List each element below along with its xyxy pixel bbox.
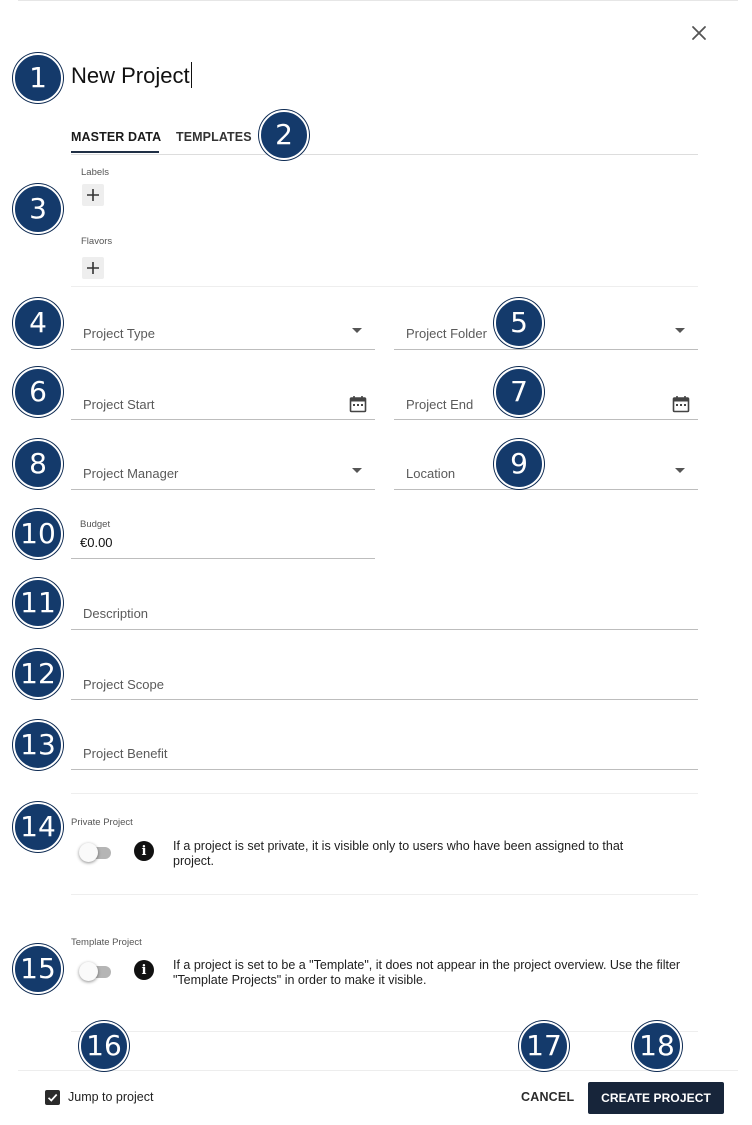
plus-icon — [86, 261, 100, 275]
template-project-toggle[interactable] — [79, 961, 113, 981]
project-type-label: Project Type — [83, 326, 156, 341]
add-label-button[interactable] — [82, 184, 104, 206]
template-project-info-line1: If a project is set to be a "Template", it does not appear in the project overview. Use the filter — [173, 958, 681, 972]
budget-label: Budget — [80, 519, 111, 530]
private-project-label: Private Project — [71, 817, 133, 828]
project-scope-field[interactable] — [71, 662, 698, 700]
section-divider — [71, 1031, 698, 1032]
tabs-divider — [71, 154, 698, 155]
description-field[interactable] — [71, 592, 698, 630]
dialog-title[interactable] — [71, 62, 192, 89]
project-start-label: Project Start — [83, 397, 155, 412]
project-benefit-field[interactable] — [71, 732, 698, 770]
info-icon: i — [134, 841, 154, 861]
add-flavor-button[interactable] — [82, 257, 104, 279]
annotation-marker: 8 — [13, 439, 63, 489]
field-underline — [71, 629, 698, 630]
project-start-date-field[interactable] — [71, 382, 375, 420]
project-type-select[interactable] — [71, 312, 375, 350]
project-folder-label: Project Folder — [406, 326, 487, 341]
annotation-marker: 13 — [13, 720, 63, 770]
cancel-button[interactable]: CANCEL — [521, 1090, 575, 1104]
info-icon: i — [134, 960, 154, 980]
private-project-info-line1: If a project is set private, it is visible only to users who have been assigned to that — [173, 839, 624, 853]
labels-heading: Labels — [81, 167, 109, 178]
field-underline — [394, 419, 698, 420]
section-divider — [71, 894, 698, 895]
annotation-marker: 15 — [13, 944, 63, 994]
template-project-label: Template Project — [71, 937, 142, 948]
annotation-marker: 18 — [632, 1021, 682, 1071]
template-project-info-line2: "Template Projects" in order to make it visible. — [173, 973, 427, 987]
text-caret — [191, 62, 192, 88]
project-scope-label: Project Scope — [83, 677, 164, 692]
field-underline — [71, 699, 698, 700]
field-underline — [71, 419, 375, 420]
annotation-marker: 6 — [13, 367, 63, 417]
location-select[interactable] — [394, 452, 698, 490]
project-end-date-field[interactable] — [394, 382, 698, 420]
field-underline — [71, 489, 375, 490]
field-underline — [71, 558, 375, 559]
annotation-marker: 5 — [494, 298, 544, 348]
chevron-down-icon — [352, 328, 362, 333]
budget-value: €0.00 — [80, 535, 113, 550]
field-underline — [394, 349, 698, 350]
budget-field[interactable] — [71, 514, 375, 559]
field-underline — [71, 769, 698, 770]
annotation-marker: 11 — [13, 578, 63, 628]
project-manager-select[interactable] — [71, 452, 375, 490]
active-tab-indicator — [71, 151, 159, 153]
section-divider — [71, 286, 698, 287]
annotation-marker: 14 — [13, 802, 63, 852]
plus-icon — [86, 188, 100, 202]
chevron-down-icon — [675, 468, 685, 473]
section-divider — [71, 793, 698, 794]
project-benefit-label: Project Benefit — [83, 746, 168, 761]
flavors-heading: Flavors — [81, 236, 113, 247]
annotation-marker: 1 — [13, 53, 63, 103]
dialog-title-text: New Project — [71, 63, 190, 88]
top-divider — [18, 0, 738, 1]
footer-divider — [18, 1070, 738, 1071]
field-underline — [394, 489, 698, 490]
private-project-info-line2: project. — [173, 854, 214, 868]
annotation-marker: 4 — [13, 298, 63, 348]
close-icon[interactable] — [688, 22, 710, 44]
annotation-marker: 17 — [519, 1021, 569, 1071]
annotation-marker: 10 — [13, 509, 63, 559]
annotation-marker: 7 — [494, 367, 544, 417]
jump-to-project-checkbox[interactable] — [45, 1090, 60, 1105]
private-project-description — [173, 839, 693, 869]
annotation-marker: 3 — [13, 184, 63, 234]
tab-templates[interactable]: TEMPLATES — [176, 130, 252, 144]
annotation-marker: 12 — [13, 649, 63, 699]
annotation-marker: 9 — [494, 439, 544, 489]
toggle-knob — [79, 962, 98, 981]
tab-master-data[interactable]: MASTER DATA — [71, 130, 162, 144]
description-label: Description — [83, 606, 149, 621]
checkmark-icon — [47, 1092, 58, 1103]
location-label: Location — [406, 466, 456, 481]
project-end-label: Project End — [406, 397, 474, 412]
project-manager-label: Project Manager — [83, 466, 179, 481]
calendar-icon[interactable] — [349, 395, 367, 413]
create-project-button[interactable]: CREATE PROJECT — [588, 1082, 724, 1114]
project-folder-select[interactable] — [394, 312, 698, 350]
annotation-marker: 2 — [259, 110, 309, 160]
chevron-down-icon — [675, 328, 685, 333]
annotation-marker: 16 — [79, 1021, 129, 1071]
jump-to-project-label[interactable]: Jump to project — [68, 1090, 154, 1104]
template-project-description — [173, 958, 713, 988]
calendar-icon[interactable] — [672, 395, 690, 413]
field-underline — [71, 349, 375, 350]
toggle-knob — [79, 843, 98, 862]
chevron-down-icon — [352, 468, 362, 473]
private-project-toggle[interactable] — [79, 842, 113, 862]
